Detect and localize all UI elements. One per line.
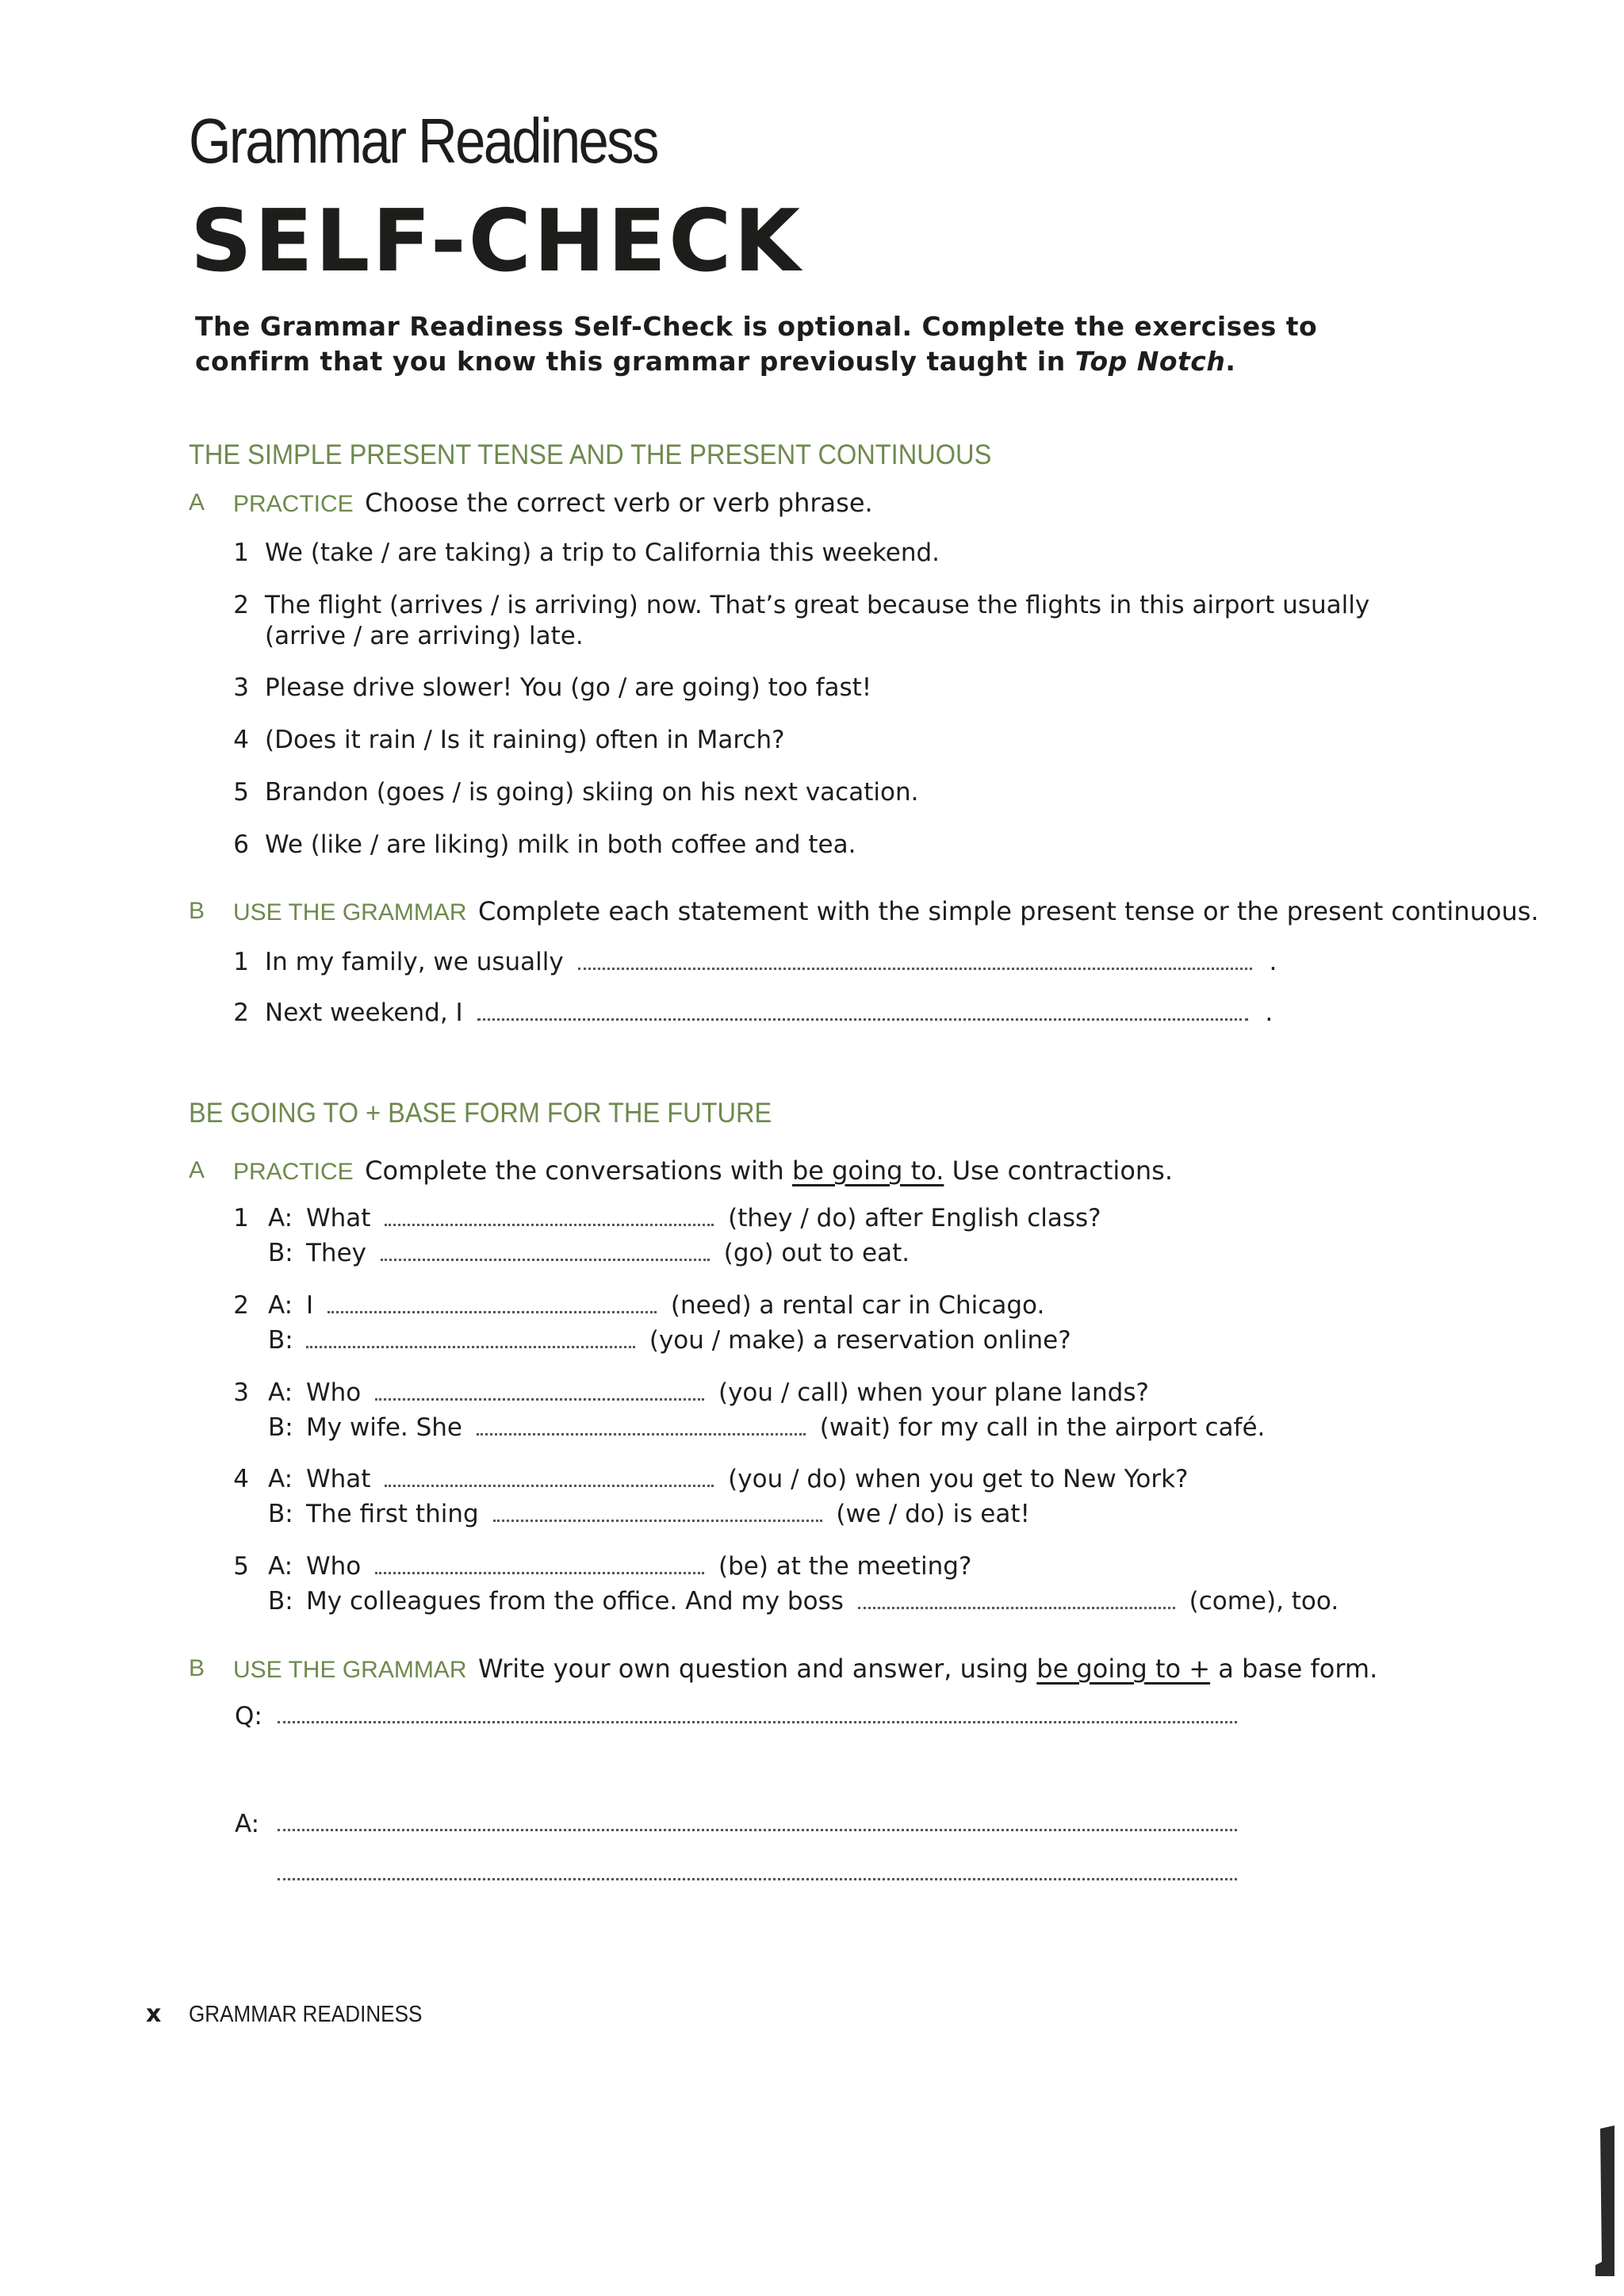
exercise-letter: B <box>189 898 205 924</box>
intro-text: The Grammar Readiness Self-Check is optional. Complete the exercises to confirm that you know this grammar previously taught in <box>195 311 1318 377</box>
answer-blank[interactable] <box>375 1378 704 1401</box>
conversation-line <box>306 1550 971 1582</box>
answer-blank[interactable] <box>306 1325 635 1348</box>
instruction-underlined: be going to + <box>1036 1654 1211 1684</box>
conversation-line <box>306 1202 1101 1234</box>
conversation-line <box>306 1585 1339 1617</box>
answer-line-2[interactable] <box>278 1857 1237 1884</box>
conversation-line <box>306 1377 1149 1409</box>
item-text: The flight (arrives / is arriving) now. That’s great because the flights in this airport usually <box>265 591 1370 619</box>
exercise-label: PRACTICE <box>233 491 354 517</box>
instruction-text: Write your own question and answer, using <box>477 1654 1037 1684</box>
item-number: 4 <box>233 1465 249 1493</box>
item-number: 6 <box>233 830 249 859</box>
line-prompt: My wife. She <box>306 1413 463 1442</box>
item-period: . <box>1269 948 1277 976</box>
line-prompt: Who <box>306 1552 362 1581</box>
line-prompt: I <box>306 1291 314 1320</box>
item-number: 4 <box>233 726 249 754</box>
line-prompt: What <box>306 1465 371 1493</box>
item-number: 5 <box>233 1552 249 1581</box>
item-period: . <box>1265 999 1274 1027</box>
exercise-instruction <box>478 1654 1377 1684</box>
item-text-continued: (arrive / are arriving) late. <box>265 622 584 650</box>
speaker-b: B: <box>268 1587 293 1616</box>
answer-blank[interactable] <box>278 1857 1237 1880</box>
intro-book-title: Top Notch <box>1074 346 1226 377</box>
speaker-a: A: <box>268 1465 293 1493</box>
exercise-letter: B <box>189 1655 205 1681</box>
answer-blank[interactable] <box>278 1700 1237 1723</box>
conversation-line <box>306 1463 1189 1495</box>
answer-blank[interactable] <box>278 1808 1237 1831</box>
instruction-text: Complete the conversations with <box>365 1156 792 1186</box>
instruction-underlined: be going to. <box>791 1156 944 1186</box>
exercise-instruction: Choose the correct verb or verb phrase. <box>365 488 873 518</box>
section-heading-present: THE SIMPLE PRESENT TENSE AND THE PRESENT CONTINUOUS <box>189 439 992 470</box>
intro-paragraph <box>195 309 1432 379</box>
line-cue: (they / do) after English class? <box>728 1204 1101 1232</box>
conversation-line <box>306 1290 1044 1321</box>
instruction-text: a base form. <box>1210 1654 1378 1684</box>
item-number: 3 <box>233 673 249 702</box>
speaker-b: B: <box>268 1413 293 1442</box>
speaker-b: B: <box>268 1239 293 1267</box>
item-prompt: In my family, we usually <box>265 948 564 976</box>
question-label: Q: <box>235 1702 262 1731</box>
item-text: Please drive slower! You (go / are going) too fast! <box>265 673 872 702</box>
exercise-header <box>233 1651 1377 1688</box>
conversation-line <box>306 1498 1030 1530</box>
page-title-line1: Grammar Readiness <box>189 105 657 176</box>
item-text: Brandon (goes / is going) skiing on his next vacation. <box>265 778 919 807</box>
line-prompt: What <box>306 1204 371 1232</box>
answer-label: A: <box>235 1810 260 1838</box>
intro-end: . <box>1225 346 1236 377</box>
answer-blank[interactable] <box>578 947 1252 970</box>
answer-blank[interactable] <box>385 1203 714 1226</box>
exercise-letter: A <box>189 489 205 516</box>
line-cue: (you / call) when your plane lands? <box>718 1378 1149 1407</box>
exercise-header <box>233 485 873 522</box>
exercise-header <box>233 894 1539 930</box>
exercise-instruction <box>365 1156 1173 1186</box>
item-text <box>265 946 1277 978</box>
answer-blank[interactable] <box>375 1551 704 1574</box>
item-prompt: Next weekend, I <box>265 999 463 1027</box>
answer-blank[interactable] <box>493 1499 822 1522</box>
item-text: We (like / are liking) milk in both coffee and tea. <box>265 830 856 859</box>
item-number: 2 <box>233 591 249 619</box>
conversation-line <box>306 1324 1071 1356</box>
line-prompt: They <box>306 1239 367 1267</box>
section-heading-going-to: BE GOING TO + BASE FORM FOR THE FUTURE <box>189 1098 772 1129</box>
answer-blank[interactable] <box>327 1290 657 1313</box>
line-prompt: My colleagues from the office. And my boss <box>306 1587 844 1616</box>
exercise-letter: A <box>189 1157 205 1183</box>
exercise-label: USE THE GRAMMAR <box>233 1657 467 1683</box>
speaker-b: B: <box>268 1500 293 1528</box>
line-cue: (you / do) when you get to New York? <box>728 1465 1189 1493</box>
item-number: 1 <box>233 539 249 567</box>
exercise-header <box>233 1153 1173 1190</box>
answer-blank[interactable] <box>385 1464 714 1487</box>
line-cue: (you / make) a reservation online? <box>649 1326 1071 1355</box>
item-number: 1 <box>233 948 249 976</box>
line-cue: (be) at the meeting? <box>718 1552 972 1581</box>
item-text: We (take / are taking) a trip to California this weekend. <box>265 539 940 567</box>
speaker-a: A: <box>268 1204 293 1232</box>
speaker-a: A: <box>268 1378 293 1407</box>
exercise-label: PRACTICE <box>233 1159 354 1185</box>
line-cue: (come), too. <box>1189 1587 1339 1616</box>
line-cue: (we / do) is eat! <box>836 1500 1030 1528</box>
page-title-line2: SELF-CHECK <box>190 192 803 291</box>
item-number: 3 <box>233 1378 249 1407</box>
answer-blank[interactable] <box>477 1412 806 1435</box>
speaker-a: A: <box>268 1291 293 1320</box>
answer-blank[interactable] <box>381 1238 710 1261</box>
instruction-text: Use contractions. <box>944 1156 1174 1186</box>
line-prompt: The first thing <box>306 1500 479 1528</box>
line-cue: (go) out to eat. <box>723 1239 910 1267</box>
item-number: 5 <box>233 778 249 807</box>
conversation-line <box>306 1237 910 1269</box>
conversation-line <box>306 1412 1265 1443</box>
speaker-a: A: <box>268 1552 293 1581</box>
page-edge-mark <box>1594 2125 1618 2276</box>
footer-label: GRAMMAR READINESS <box>189 2002 423 2027</box>
answer-blank[interactable] <box>477 998 1248 1021</box>
speaker-b: B: <box>268 1326 293 1355</box>
question-answer-line[interactable] <box>278 1700 1237 1727</box>
item-text <box>265 997 1273 1029</box>
item-number: 1 <box>233 1204 249 1232</box>
exercise-label: USE THE GRAMMAR <box>233 899 467 926</box>
answer-blank[interactable] <box>858 1586 1175 1609</box>
exercise-instruction: Complete each statement with the simple present tense or the present continuous. <box>477 896 1539 926</box>
item-number: 2 <box>233 1291 249 1320</box>
item-text: (Does it rain / Is it raining) often in March? <box>265 726 785 754</box>
line-cue: (need) a rental car in Chicago. <box>670 1291 1045 1320</box>
line-prompt: Who <box>306 1378 362 1407</box>
line-cue: (wait) for my call in the airport café. <box>819 1413 1266 1442</box>
answer-line[interactable] <box>278 1808 1237 1835</box>
page-number: x <box>146 2000 162 2028</box>
item-number: 2 <box>233 999 249 1027</box>
